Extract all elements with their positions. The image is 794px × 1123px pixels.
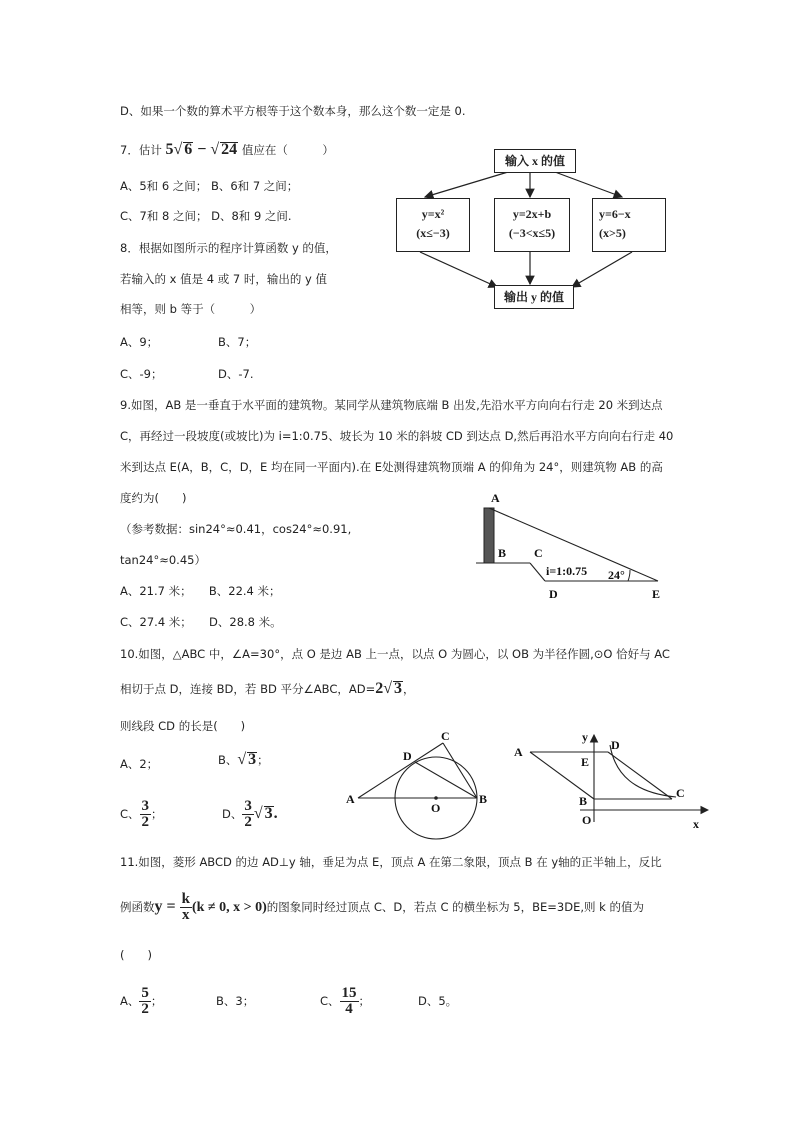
q10-option-d-suffix: . <box>273 805 278 822</box>
q11-option-c-suffix: ； <box>358 994 371 1008</box>
flow-right-condition: (x>5) <box>599 226 626 240</box>
q10-label-a: A <box>346 792 355 806</box>
q10-line2-prefix: 相切于点 D，连接 BD，若 BD 平分∠ABC，AD= <box>120 682 376 696</box>
q11-option-d: D、5。 <box>418 994 458 1008</box>
flow-left-condition: (x≤−3) <box>416 226 450 240</box>
q9-reference-2: tan24°≈0.45） <box>120 553 206 567</box>
q6-option-d: D、如果一个数的算术平方根等于这个数本身，那么这个数一定是 0. <box>120 104 466 118</box>
q11-axis-y: y <box>582 730 588 744</box>
q11-func-numerator: k <box>181 891 190 907</box>
q9-reference-1: （参考数据：sin24°≈0.41，cos24°≈0.91, <box>120 522 352 536</box>
q11-line1: 11.如图，菱形 ABCD 的边 AD⊥y 轴，垂足为点 E，顶点 A 在第二象限，顶点 B 在 y轴的正半轴上，反比 <box>120 855 662 869</box>
q9-label-b: B <box>498 546 507 560</box>
q9-angle-label: 24° <box>608 568 625 582</box>
q10-option-d-numerator: 3 <box>244 798 252 814</box>
q11-axis-x: x <box>693 817 699 831</box>
q10-label-o: O <box>431 801 441 815</box>
q11-option-b: B、3； <box>216 994 255 1008</box>
q7-stem-suffix: 值应在（ ） <box>241 143 334 157</box>
q10-option-d-denominator: 2 <box>244 814 252 830</box>
q9-label-a: A <box>491 491 500 505</box>
q8-line2: 若输入的 x 值是 4 或 7 时，输出的 y 值 <box>120 272 327 286</box>
q11-option-a-label: A、 <box>120 994 140 1008</box>
q9-label-c: C <box>534 546 543 560</box>
q7-minus: − <box>193 141 211 158</box>
q7-coef: 5 <box>165 141 174 158</box>
q10-option-c-suffix: ； <box>151 807 163 821</box>
q8-option-c: C、-9； <box>120 367 163 381</box>
q10-option-d: D、 $\frac{3}{2}$ √ 3. <box>222 798 278 830</box>
q7-options-cd: C、7和 8 之间； D、8和 9 之间. <box>120 209 292 223</box>
q8-line3: 相等，则 b 等于（ ） <box>120 302 262 316</box>
q7-stem-prefix: 7．估计 <box>120 143 162 157</box>
q10-ad-coef: 2 <box>375 680 384 697</box>
q8-option-a: A、9； <box>120 335 159 349</box>
q10-option-b-suffix: ； <box>257 753 269 767</box>
q10-label-b: B <box>479 792 488 806</box>
q11-option-a <box>120 984 162 1018</box>
q10-option-a: A、2； <box>120 757 159 771</box>
q10-option-b-label: B、 <box>218 753 238 767</box>
q11-option-a-denominator: 2 <box>141 1001 149 1017</box>
q11-func-condition: (k ≠ 0, x > 0) <box>191 900 267 915</box>
q7-expression: 5√ 6 − √ 24 <box>165 141 238 158</box>
q7-options-ab: A、5和 6 之间； B、6和 7 之间； <box>120 179 299 193</box>
q10-label-d: D <box>403 749 412 763</box>
flow-mid-condition: (−3<x≤5) <box>508 226 556 240</box>
q8-option-b: B、7； <box>218 335 257 349</box>
q8-line1: 8．根据如图所示的程序计算函数 y 的值， <box>120 241 337 255</box>
flow-input-label: 输入 x 的值 <box>504 154 565 168</box>
q9-label-d: D <box>549 587 558 601</box>
q10-option-c-denominator: 2 <box>141 814 150 830</box>
q11-option-a-suffix: ； <box>150 994 163 1008</box>
q9-line2: C，再经过一段坡度(或坡比)为 i=1:0.75、坡长为 10 米的斜坡 CD 到达点 D,然后再沿水平方向向右行走 40 <box>120 429 674 443</box>
flow-mid-formula: y=2x+b <box>512 207 552 221</box>
q10-ad-value: 2√ 3 <box>375 680 402 697</box>
q11-line3: ( ) <box>120 948 152 962</box>
q10-line1: 10.如图，△ABC 中，∠A=30°，点 O 是边 AB 上一点，以点 O 为圆心，以 OB 为半径作圆,⊙O 恰好与 AC <box>120 647 670 661</box>
q9-line1: 9.如图，AB 是一垂直于水平面的建筑物。某同学从建筑物底端 B 出发,先沿水平方向向右行走 20 米到达点 <box>120 398 663 412</box>
q9-label-e: E <box>652 587 661 601</box>
q11-option-c-numerator: 15 <box>341 985 357 1001</box>
q11-option-c-denominator: 4 <box>345 1001 353 1017</box>
flow-output-label: 输出 y 的值 <box>503 290 564 304</box>
q9-options-ab: A、21.7 米； B、22.4 米； <box>120 584 281 598</box>
q10-option-d-label: D、 <box>222 807 243 821</box>
q9-line4: 度约为( ) <box>120 491 187 505</box>
q10-label-c: C <box>441 729 450 743</box>
q11-label-e: E <box>581 755 590 769</box>
flow-left-formula: y=x² <box>421 207 445 221</box>
q11-line2-prefix: 例函数 <box>120 900 155 914</box>
q10-line2-suffix: ， <box>403 682 415 696</box>
q7-radicand-2: 24 <box>221 141 238 158</box>
q11-line2-suffix: 的图象同时经过顶点 C、D，若点 C 的横坐标为 5，BE=3DE,则 k 的值为 <box>266 900 644 914</box>
q11-line2 <box>120 889 644 926</box>
q11-option-c <box>320 984 370 1018</box>
q8-option-d: D、-7. <box>218 367 254 381</box>
q11-label-a: A <box>514 745 523 759</box>
q11-label-o: O <box>582 813 592 827</box>
q11-label-b: B <box>579 794 588 808</box>
q11-option-a-numerator: 5 <box>141 985 149 1001</box>
q9-slope-ratio: i=1:0.75 <box>546 564 588 578</box>
q10-line3: 则线段 CD 的长是( ) <box>120 719 246 733</box>
q10-ad-radicand: 3 <box>394 680 402 697</box>
q11-func-y: y = <box>154 898 180 915</box>
q11-func-denominator: x <box>182 907 190 923</box>
q10-option-b-radicand: 3 <box>248 751 257 768</box>
q10-option-b: B、√ 3； <box>218 751 269 768</box>
q11-label-c: C <box>676 786 685 800</box>
q11-label-d: D <box>611 738 620 752</box>
q11-option-c-label: C、 <box>320 994 340 1008</box>
q10-option-d-radicand: 3 <box>264 805 273 822</box>
flow-right-formula: y=6−x <box>599 207 631 221</box>
q7-radicand-1: 6 <box>184 141 193 158</box>
q9-options-cd: C、27.4 米； D、28.8 米。 <box>120 615 282 629</box>
q9-line3: 米到达点 E(A，B，C，D，E 均在同一平面内).在 E处测得建筑物顶端 A 的仰角为 24°，则建筑物 AB 的高 <box>120 460 663 474</box>
q10-option-c-numerator: 3 <box>141 798 150 814</box>
q10-option-c-label: C、 <box>120 807 140 821</box>
